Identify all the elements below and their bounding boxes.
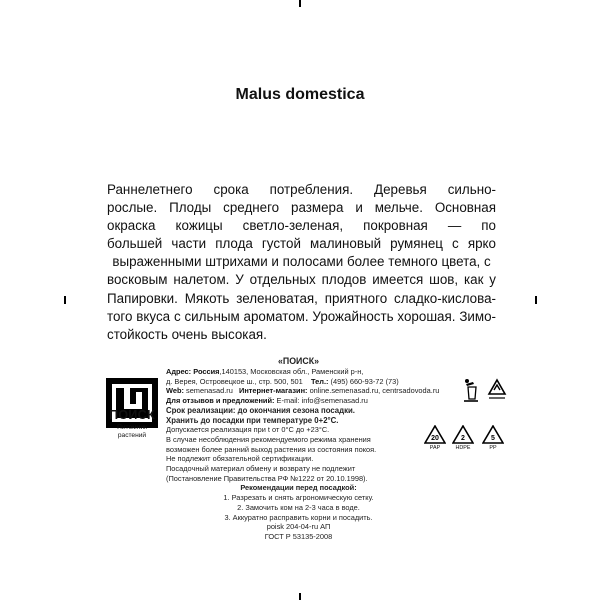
crop-mark-right xyxy=(535,296,537,304)
logo-subtitle xyxy=(100,424,164,440)
recycle-pap-icon xyxy=(424,425,446,445)
crop-mark-left xyxy=(64,296,66,304)
feedback-line xyxy=(166,396,431,406)
address-line-2 xyxy=(166,377,431,387)
note-line: (Постановление Правительства РФ №1222 от 20.10.1998). xyxy=(166,473,368,483)
description-line: большей части плода густой малиновый румянец с ярко xyxy=(107,236,496,252)
crop-mark-top xyxy=(299,0,301,7)
description-line: стойкость очень высокая. xyxy=(107,326,267,342)
recycle-label: PAP xyxy=(429,445,441,451)
recommendations-title: Рекомендации перед посадкой: xyxy=(240,483,357,493)
description-line: Раннелетнего срока потребления. Деревья сильно- xyxy=(107,182,496,197)
recycle-pap xyxy=(424,425,446,457)
page-title: Malus domestica xyxy=(235,86,365,103)
recycle-number: 20 xyxy=(431,435,439,442)
recycle-hdpe-icon xyxy=(452,425,474,445)
feedback-label: Для отзывов и предложений: xyxy=(166,396,275,406)
description-line: окраска кожицы светло-зеленая, покровная — по xyxy=(107,218,496,234)
address-label: Адрес: xyxy=(166,367,192,376)
note-line: Посадочный материал обмену и возврату не подлежит xyxy=(166,464,356,474)
recycle-label: HDPE xyxy=(455,445,471,451)
logo-subtitle-line: Питомник xyxy=(117,424,147,431)
recycle-pp xyxy=(482,425,504,457)
description-line: Папировки. Мякоть зеленоватая, приятного сладко-кислова- xyxy=(107,290,496,306)
trash-bin-icon xyxy=(463,378,479,402)
web-line xyxy=(166,386,440,396)
description-line: восковым налетом. У отдельных плодов имеется шов, как у xyxy=(107,272,496,288)
logo-wordmark: ПОИСК xyxy=(109,408,155,422)
address-text: ,140153, Московская обл., Раменский р-н, xyxy=(219,367,364,376)
web-link[interactable]: semenasad.ru xyxy=(186,386,233,396)
gost-standard: ГОСТ Р 53135-2008 xyxy=(264,531,333,541)
shop-label: Интернет-магазин: xyxy=(239,386,308,396)
brand-name: «ПОИСК» xyxy=(278,356,319,366)
crop-mark-bottom xyxy=(299,593,301,600)
web-label: Web: xyxy=(166,386,184,396)
recycle-number: 2 xyxy=(461,435,465,442)
description-line: выраженными штрихами и полосами более темного цвета, с xyxy=(112,254,491,270)
mobius-loop-icon xyxy=(487,378,507,402)
address-line xyxy=(166,367,431,377)
product-code: poisk 204-04-ru АП xyxy=(266,522,331,532)
phone-label: Тел.: xyxy=(311,376,329,386)
shop-links[interactable]: online.semenasad.ru, centrsadovoda.ru xyxy=(309,386,440,396)
address-text-2: д. Верея, Островецкое ш., стр. 500, 501 xyxy=(166,376,303,386)
recommendation-item: 3. Аккуратно расправить корни и посадить. xyxy=(224,512,373,522)
shelf-life: Срок реализации: до окончания сезона посадки. xyxy=(166,405,355,415)
note-line: В случае несоблюдения рекомендуемого режима хранения xyxy=(166,434,371,444)
description-line: рослые. Плоды среднего размера и мельче. Основная xyxy=(107,200,496,216)
logo-subtitle-line: растений xyxy=(117,432,147,439)
recommendation-item: 1. Разрезать и снять агрономическую сетку. xyxy=(223,493,374,503)
note-line: возможен более ранний выход растения из состояния покоя. xyxy=(166,444,377,454)
note-line: Не подлежит обязательной сертификации. xyxy=(166,454,314,464)
recycle-hdpe xyxy=(452,425,474,457)
variety-description xyxy=(107,181,496,344)
storage-temperature: Хранить до посадки при температуре 0+2°С. xyxy=(166,415,339,425)
description-line: того вкуса с сильным ароматом. Урожайность хорошая. Зимо- xyxy=(107,308,496,324)
address-country: Россия xyxy=(193,367,220,376)
storage-allowed: Допускается реализация при t от 0°С до +23°С. xyxy=(166,425,330,435)
phone-number: (495) 660-93-72 (73) xyxy=(330,376,399,386)
recycle-number: 5 xyxy=(491,435,495,442)
recycle-label: PP xyxy=(489,445,497,451)
recommendation-item: 2. Замочить ком на 2-3 часа в воде. xyxy=(237,502,360,512)
recycle-pp-icon xyxy=(482,425,504,445)
email-link[interactable]: E-mail: info@semenasad.ru xyxy=(276,396,368,406)
